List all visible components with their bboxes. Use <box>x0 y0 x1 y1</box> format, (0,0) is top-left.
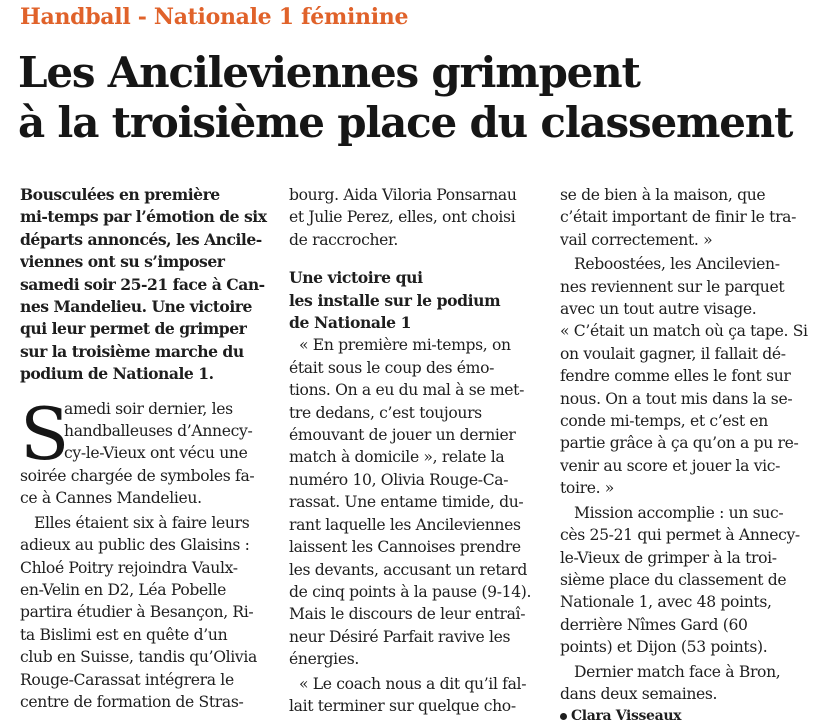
body-line: rant laquelle les Ancileviennes <box>289 515 521 534</box>
body-line: les devants, accusant un retard <box>289 560 527 579</box>
body-line: numéro 10, Olivia Rouge-Ca- <box>289 470 509 489</box>
body-line: c’était important de finir le tra- <box>560 208 797 227</box>
lead-line: viennes ont su s’imposer <box>20 252 225 272</box>
body-line: lait terminer sur quelque cho- <box>289 696 516 715</box>
body-line: énergies. <box>289 650 359 669</box>
body-line: cy-le-Vieux ont vécu une <box>64 444 248 463</box>
lead-line: nes Mandelieu. Une victoire <box>20 297 252 317</box>
lead-line: podium de Nationale 1. <box>20 364 214 384</box>
body-line: et Julie Perez, elles, ont choisi <box>289 208 516 227</box>
body-line: de cinq points à la pause (9-14). <box>289 582 532 601</box>
headline-line-2: à la troisième place du classement <box>18 98 793 147</box>
body-line: « Le coach nous a dit qu’il fal- <box>299 674 527 693</box>
body-line: partie grâce à ça qu’on a pu re- <box>560 434 799 453</box>
subhead-line: de Nationale 1 <box>289 313 412 333</box>
body-line: le-Vieux de grimper à la troi- <box>560 548 777 567</box>
body-line: soirée chargée de symboles fa- <box>20 466 255 485</box>
article-lead <box>20 184 268 386</box>
byline-author: Clara Visseaux <box>571 708 682 725</box>
body-line: derrière Nîmes Gard (60 <box>560 615 748 634</box>
body-line: sième place du classement de <box>560 570 787 589</box>
body-line: neur Désiré Parfait ravive les <box>289 627 511 646</box>
body-line: handballeuses d’Annecy- <box>64 422 253 441</box>
body-line: « En première mi-temps, on <box>299 336 511 355</box>
article-column-3 <box>560 184 810 728</box>
drop-cap: S <box>20 391 69 476</box>
article-column-2 <box>289 184 539 717</box>
body-line: était sous le coup des émo- <box>289 358 495 377</box>
body-line: vail correctement. » <box>560 230 713 249</box>
body-line: venir au score et jouer la vic- <box>560 456 781 475</box>
body-line: Elles étaient six à faire leurs <box>34 513 250 532</box>
article-subhead <box>289 267 539 334</box>
body-line: de raccrocher. <box>289 230 399 249</box>
body-line: conde mi-temps, et c’est en <box>560 412 768 431</box>
body-line: tre dedans, c’est toujours <box>289 403 482 422</box>
body-line: adieux au public des Glaisins : <box>20 536 250 555</box>
body-line: Chloé Poitry rejoindra Vaulx- <box>20 558 238 577</box>
lead-line: Bousculées en première <box>20 185 220 204</box>
body-line: cès 25-21 qui permet à Annecy- <box>560 526 800 545</box>
opening-paragraph <box>20 391 268 510</box>
body-line: centre de formation de Stras- <box>20 692 244 711</box>
body-line: Rouge-Carassat intégrera le <box>20 670 234 689</box>
body-line: on voulait gagner, il fallait dé- <box>560 344 786 363</box>
body-line: ta Bislimi est en quête d’un <box>20 625 228 644</box>
article-column-1 <box>20 184 268 713</box>
body-line: tions. On a eu du mal à se met- <box>289 381 525 400</box>
lead-line: samedi soir 25-21 face à Can- <box>20 274 265 294</box>
body-line: rassat. Une entame timide, du- <box>289 493 524 512</box>
body-line: en-Velin en D2, Léa Pobelle <box>20 580 227 599</box>
body-line: « C’était un match où ça tape. Si <box>560 322 808 341</box>
body-line: Mais le discours de leur entraî- <box>289 605 526 624</box>
body-line: nes reviennent sur le parquet <box>560 277 785 296</box>
lead-line: qui leur permet de grimper <box>20 319 247 339</box>
body-line: partira étudier à Besançon, Ri- <box>20 603 254 622</box>
body-line: dans deux semaines. <box>560 684 718 703</box>
body-line: laissent les Cannoises prendre <box>289 538 521 557</box>
body-line: bourg. Aida Viloria Ponsarnau <box>289 186 517 204</box>
body-line: club en Suisse, tandis qu’Olivia <box>20 648 257 667</box>
body-line: se de bien à la maison, que <box>560 186 766 204</box>
body-line: ce à Cannes Mandelieu. <box>20 489 202 508</box>
lead-line: mi-temps par l’émotion de six <box>20 207 267 227</box>
body-line: Nationale 1, avec 48 points, <box>560 593 772 612</box>
subhead-line: Une victoire qui <box>289 268 423 288</box>
body-line: toire. » <box>560 479 614 498</box>
lead-line: départs annoncés, les Ancile- <box>20 229 262 249</box>
body-line: nous. On a tout mis dans la se- <box>560 389 793 408</box>
body-line: Mission accomplie : un suc- <box>574 503 784 522</box>
lead-line: sur la troisième marche du <box>20 341 244 361</box>
bullet-icon <box>560 713 567 720</box>
body-line: match à domicile », relate la <box>289 448 505 467</box>
body-line: amedi soir dernier, les <box>64 399 233 418</box>
article-headline <box>18 48 792 148</box>
subhead-line: les installe sur le podium <box>289 290 501 310</box>
article-byline <box>560 705 810 727</box>
body-line: avec un tout autre visage. <box>560 300 757 319</box>
body-line: émouvant de jouer un dernier <box>289 426 516 445</box>
body-line: fendre comme elles le font sur <box>560 367 791 386</box>
body-line: points) et Dijon (53 points). <box>560 638 768 657</box>
section-kicker: Handball - Nationale 1 féminine <box>20 4 409 30</box>
body-line: Reboostées, les Ancilevien- <box>574 255 780 274</box>
headline-line-1: Les Ancileviennes grimpent <box>18 48 640 97</box>
body-line: Dernier match face à Bron, <box>574 662 781 681</box>
